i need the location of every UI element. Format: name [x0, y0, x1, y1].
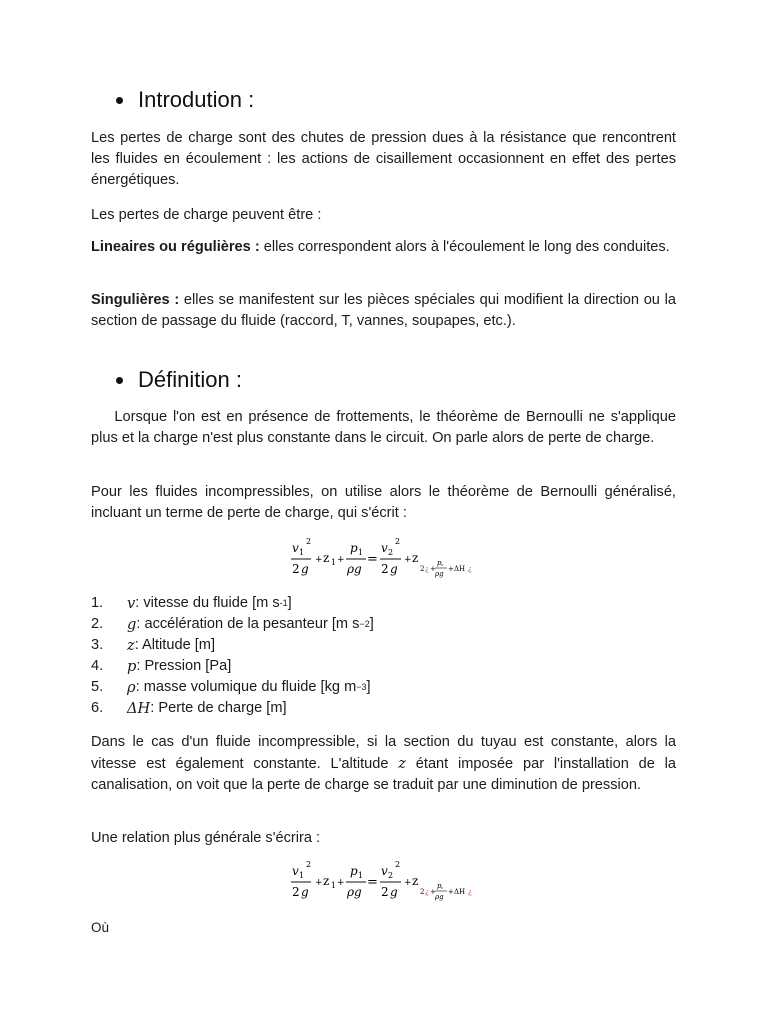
var-text: : masse volumique du fluide [kg m	[135, 679, 357, 695]
var-exp: -1	[279, 598, 288, 608]
var-text: : Perte de charge [m]	[150, 700, 287, 716]
f-2: 2	[292, 562, 300, 576]
g-2: 2	[292, 885, 300, 899]
singulieres-paragraph	[91, 290, 676, 332]
f-sub2: 2	[388, 548, 394, 557]
g-2b: 2	[381, 885, 389, 899]
g-ps: p	[437, 882, 442, 890]
g-g: g	[301, 885, 309, 899]
var-exp: −2	[359, 619, 370, 629]
bernoulli-formula	[288, 535, 488, 585]
variables-list	[91, 593, 676, 719]
f-dh: ΔH	[454, 565, 466, 573]
intro-heading-text: Introdution :	[138, 87, 255, 112]
g-q1: ¿	[425, 888, 429, 896]
f-z1: z	[323, 551, 330, 565]
var-symbol: v	[127, 595, 136, 612]
f-p1-sub: 1	[358, 548, 364, 557]
list-number: 1.	[91, 595, 104, 611]
var-symbol: g	[127, 616, 137, 633]
f-pg: ρg	[435, 570, 444, 578]
list-number: 5.	[91, 679, 104, 695]
lineaires-label: Lineaires ou régulières :	[91, 239, 260, 255]
f-z2: z	[412, 551, 419, 565]
var-symbol: z	[127, 637, 135, 654]
para3-b: étant imposée par l'installation de la canalisation, on voit que la perte de charge se traduit par une diminution de pression.	[91, 756, 676, 793]
g-ps-sub: ₂	[441, 885, 444, 891]
g-z1: z	[323, 874, 330, 888]
lineaires-paragraph	[91, 237, 676, 258]
var-end: ]	[287, 595, 292, 611]
f-exp2: 2	[395, 537, 401, 546]
para3-a: Dans le cas d'un fluide incompressible, si la section du tuyau est constante, alors la vitesse est également constante. L'altitude	[91, 734, 676, 772]
g-sub2: 2	[388, 871, 394, 880]
definition-paragraph-2: Pour les fluides incompressibles, on utilise alors le théorème de Bernoulli généralisé, incluant un terme de perte de charge, qui s'écrit :	[91, 484, 676, 521]
f-q1: ¿	[425, 565, 429, 573]
lineaires-text: elles correspondent alors à l'écoulement le long des conduites.	[259, 239, 670, 255]
f-g: g	[301, 562, 309, 576]
list-item	[91, 677, 676, 698]
f-tail2: 2	[420, 565, 425, 573]
list-number: 4.	[91, 658, 104, 674]
f-rhog: ρg	[347, 562, 362, 576]
g-gb: g	[390, 885, 398, 899]
list-item	[91, 614, 676, 635]
intro-paragraph-2: Les pertes de charge peuvent être :	[91, 207, 322, 223]
f-gb: g	[390, 562, 398, 576]
g-exp1: 2	[306, 860, 312, 869]
definition-paragraph: Lorsque l'on est en présence de frottements, le théorème de Bernoulli ne s'applique plus et la charge n'est plus constante dans le circuit. On parle alors de perte de charge.	[91, 409, 681, 446]
f-v1: v	[292, 541, 299, 555]
g-p1: p	[350, 864, 358, 878]
definition-heading-text: Définition :	[138, 367, 242, 392]
g-rhog: ρg	[347, 885, 362, 899]
list-item	[91, 656, 676, 677]
g-p1-sub: 1	[358, 871, 364, 880]
incompressible-paragraph	[91, 732, 676, 796]
intro-heading	[91, 86, 254, 114]
var-text: : accélération de la pesanteur [m s	[136, 616, 360, 632]
ou-text: Où	[91, 920, 110, 935]
svg-text:+: +	[315, 878, 323, 888]
var-text: : Altitude [m]	[134, 637, 216, 653]
g-tail2: 2	[420, 888, 425, 896]
var-symbol: ρ	[127, 679, 136, 696]
var-end: ]	[366, 679, 371, 695]
g-q2: ¿	[468, 888, 472, 896]
svg-text:+: +	[430, 888, 436, 896]
g-v1: v	[292, 864, 299, 878]
g-z1-sub: 1	[331, 881, 337, 890]
g-exp2: 2	[395, 860, 401, 869]
f-v2: v	[381, 541, 388, 555]
general-formula	[288, 858, 488, 908]
bullet-icon	[116, 377, 123, 384]
para3-z: z	[398, 755, 406, 772]
svg-text:=: =	[367, 875, 378, 890]
f-z1-sub: 1	[331, 558, 337, 567]
var-text: : Pression [Pa]	[136, 658, 232, 674]
g-v2: v	[381, 864, 388, 878]
f-q2: ¿	[468, 565, 472, 573]
svg-text:+: +	[448, 565, 454, 573]
var-exp: −3	[356, 682, 367, 692]
bullet-icon	[116, 97, 123, 104]
svg-text:+: +	[337, 555, 345, 565]
g-pg: ρg	[435, 893, 444, 901]
f-sub1: 1	[299, 548, 305, 557]
singulieres-text: elles se manifestent sur les pièces spéciales qui modifient la direction ou la section de passage du fluide (raccord, T, vannes, soupapes, etc.).	[91, 292, 676, 329]
var-end: ]	[369, 616, 374, 632]
list-number: 2.	[91, 616, 104, 632]
f-ps: p	[437, 559, 442, 567]
svg-text:+: +	[404, 555, 412, 565]
list-item	[91, 635, 676, 656]
f-ps-sub: ₂	[441, 562, 444, 568]
f-p1: p	[350, 541, 358, 555]
svg-text:+: +	[404, 878, 412, 888]
var-symbol: p	[127, 658, 137, 675]
g-sub1: 1	[299, 871, 305, 880]
list-number: 3.	[91, 637, 104, 653]
svg-text:+: +	[448, 888, 454, 896]
f-2b: 2	[381, 562, 389, 576]
svg-text:+: +	[315, 555, 323, 565]
svg-text:+: +	[430, 565, 436, 573]
definition-heading	[91, 366, 242, 394]
g-z2: z	[412, 874, 419, 888]
var-text: : vitesse du fluide [m s	[135, 595, 280, 611]
svg-text:=: =	[367, 552, 378, 567]
svg-text:+: +	[337, 878, 345, 888]
intro-paragraph: Les pertes de charge sont des chutes de pression dues à la résistance que rencontrent les fluides en écoulement : les actions de cisaillement occasionnent en effet des pertes énergétiques.	[91, 130, 676, 188]
var-symbol: ΔH	[127, 700, 151, 717]
list-item	[91, 698, 676, 719]
general-relation-paragraph: Une relation plus générale s'écrira :	[91, 830, 321, 846]
singulieres-label: Singulières :	[91, 292, 180, 308]
g-dh: ΔH	[454, 888, 466, 896]
list-item	[91, 593, 676, 614]
f-exp1: 2	[306, 537, 312, 546]
list-number: 6.	[91, 700, 104, 716]
